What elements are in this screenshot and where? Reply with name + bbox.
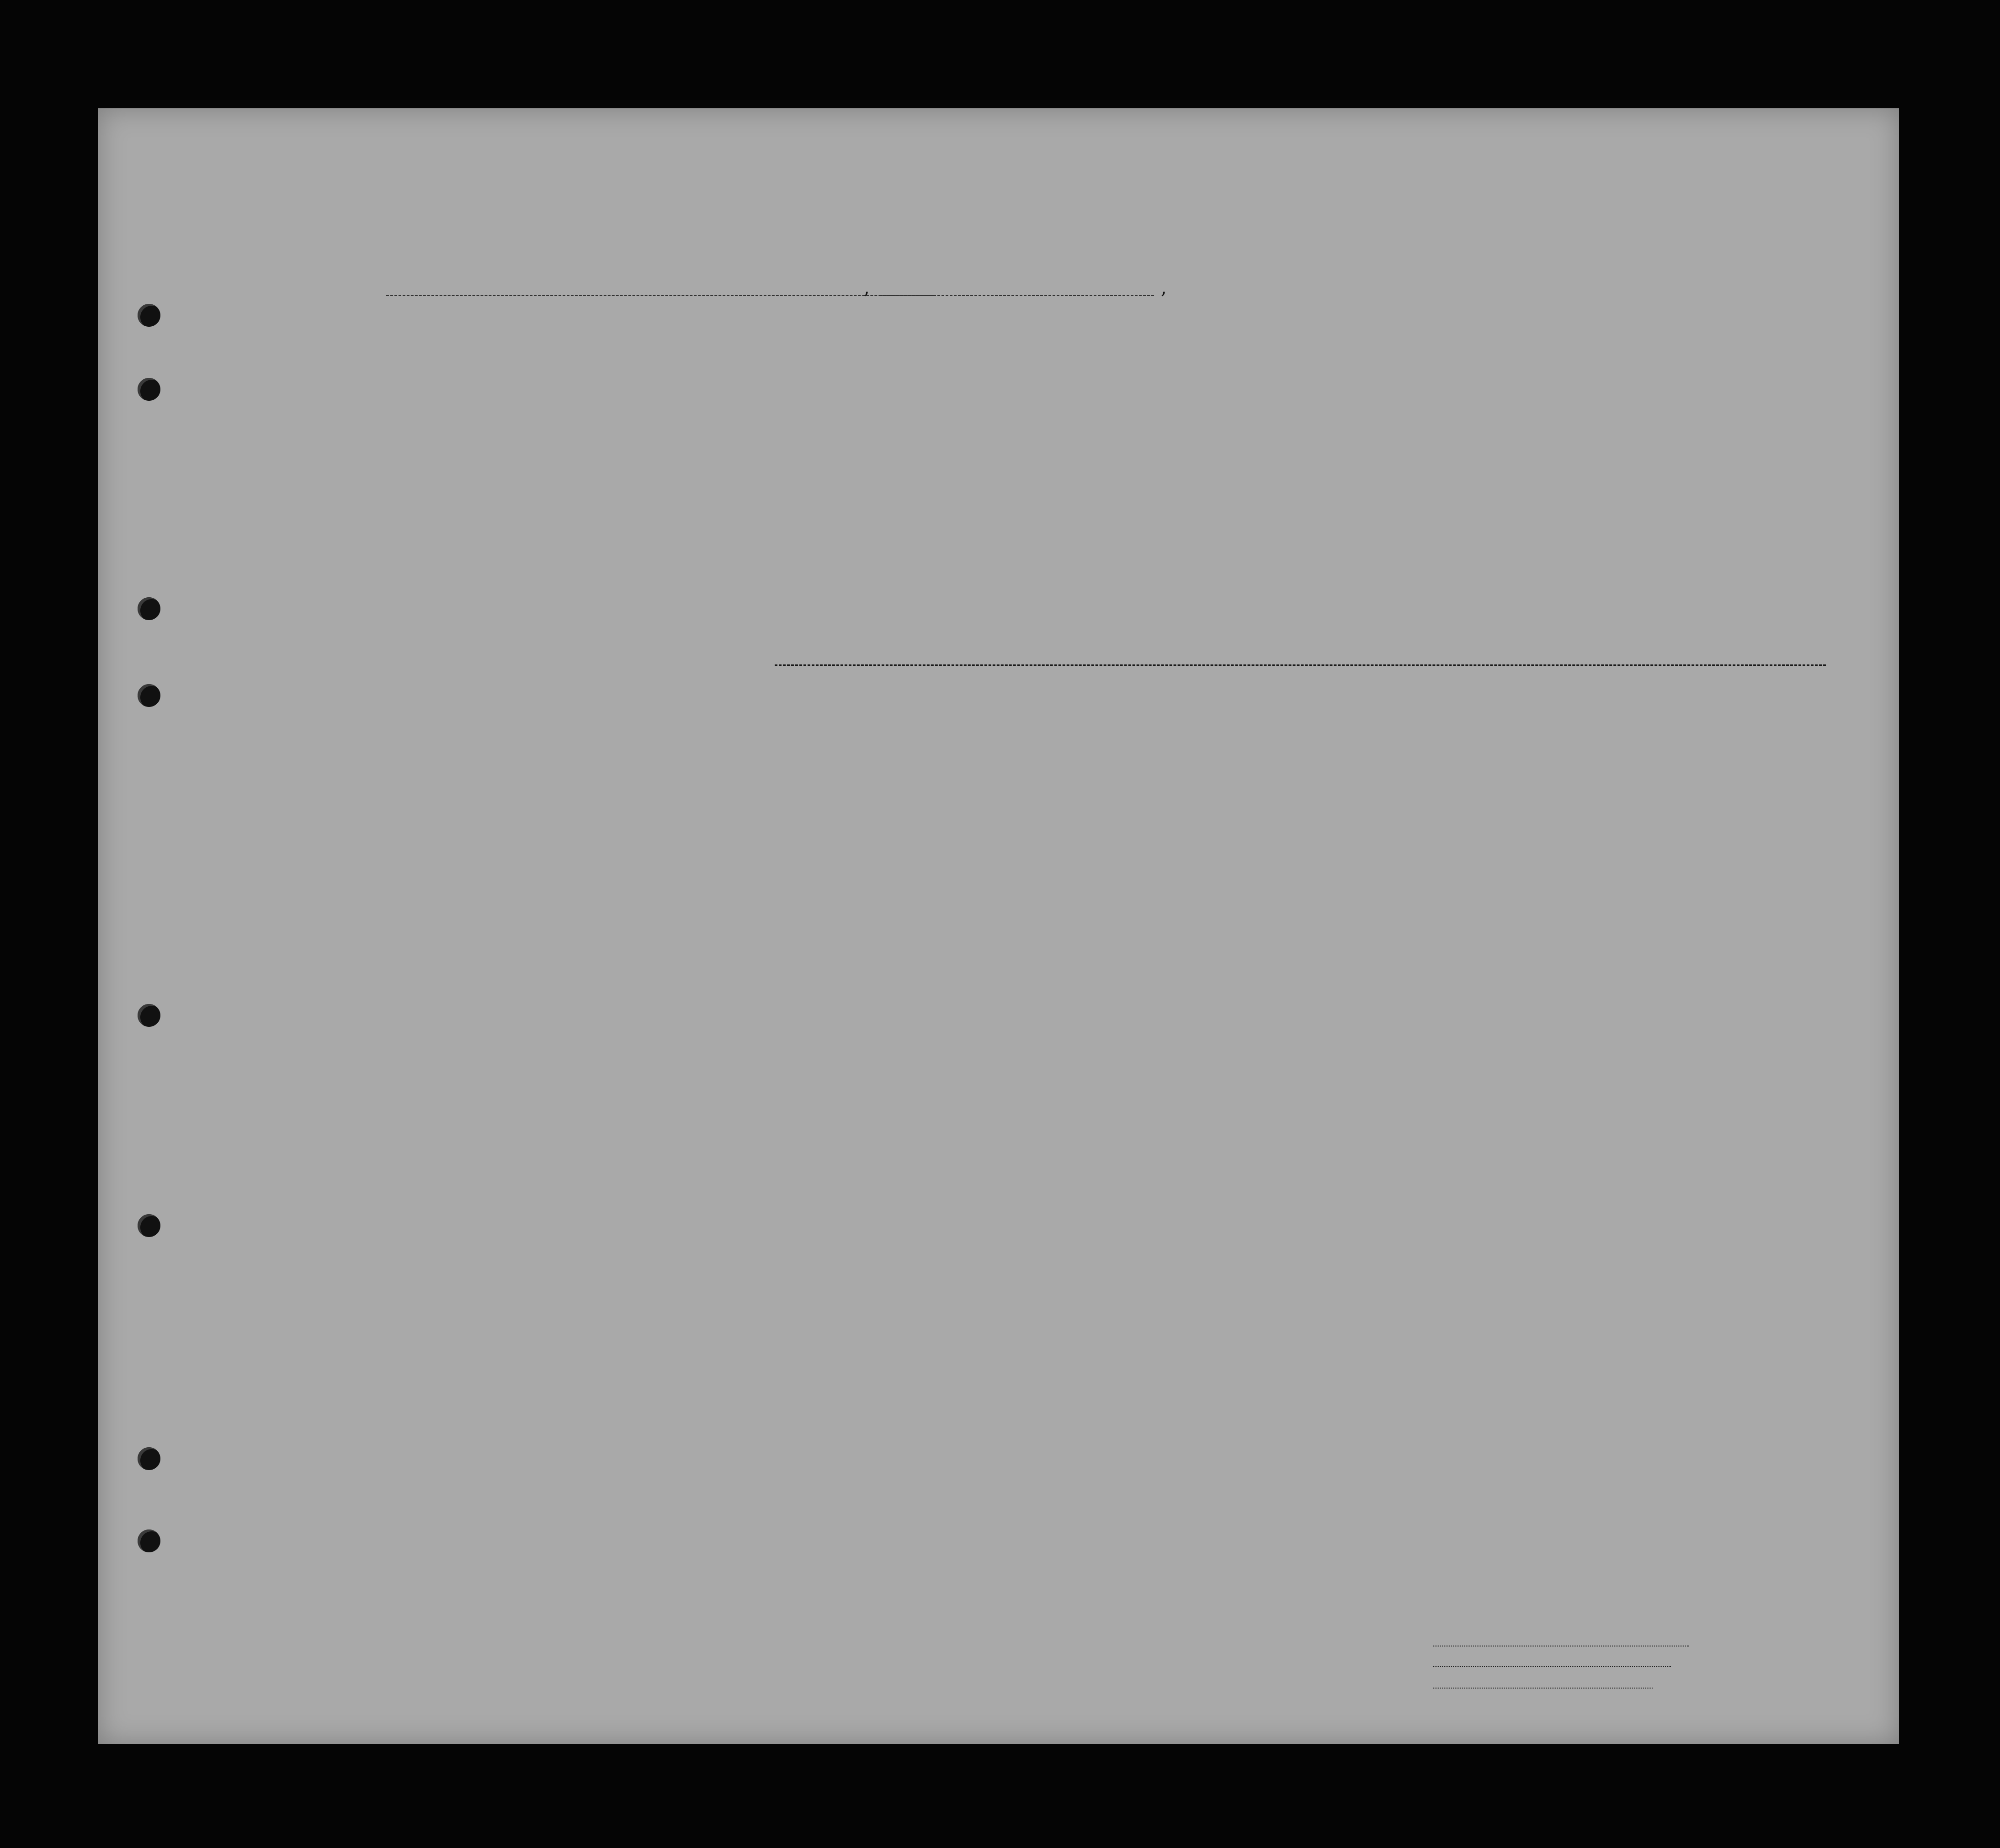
punch-hole: [138, 684, 160, 707]
ledger-grid: [98, 108, 1899, 1744]
comma: ,: [864, 277, 870, 298]
footer-line: [1431, 1637, 1689, 1650]
punch-hole: [138, 1447, 160, 1470]
manifest-sheet: [98, 108, 1899, 1744]
port-underline: [386, 295, 935, 296]
punch-hole: [138, 597, 160, 620]
punch-hole: [138, 304, 160, 327]
punch-hole: [138, 1004, 160, 1027]
comma: ,: [1161, 277, 1167, 298]
footer-fill: [1433, 1688, 1653, 1689]
footer-agents: [1431, 1679, 1653, 1692]
date-underline: [880, 295, 1154, 296]
punch-hole: [138, 1214, 160, 1237]
punch-hole: [138, 378, 160, 401]
footer-fill: [1433, 1666, 1671, 1667]
strike-line: [775, 664, 1826, 666]
footer-owners: [1431, 1657, 1671, 1670]
punch-hole: [138, 1529, 160, 1552]
